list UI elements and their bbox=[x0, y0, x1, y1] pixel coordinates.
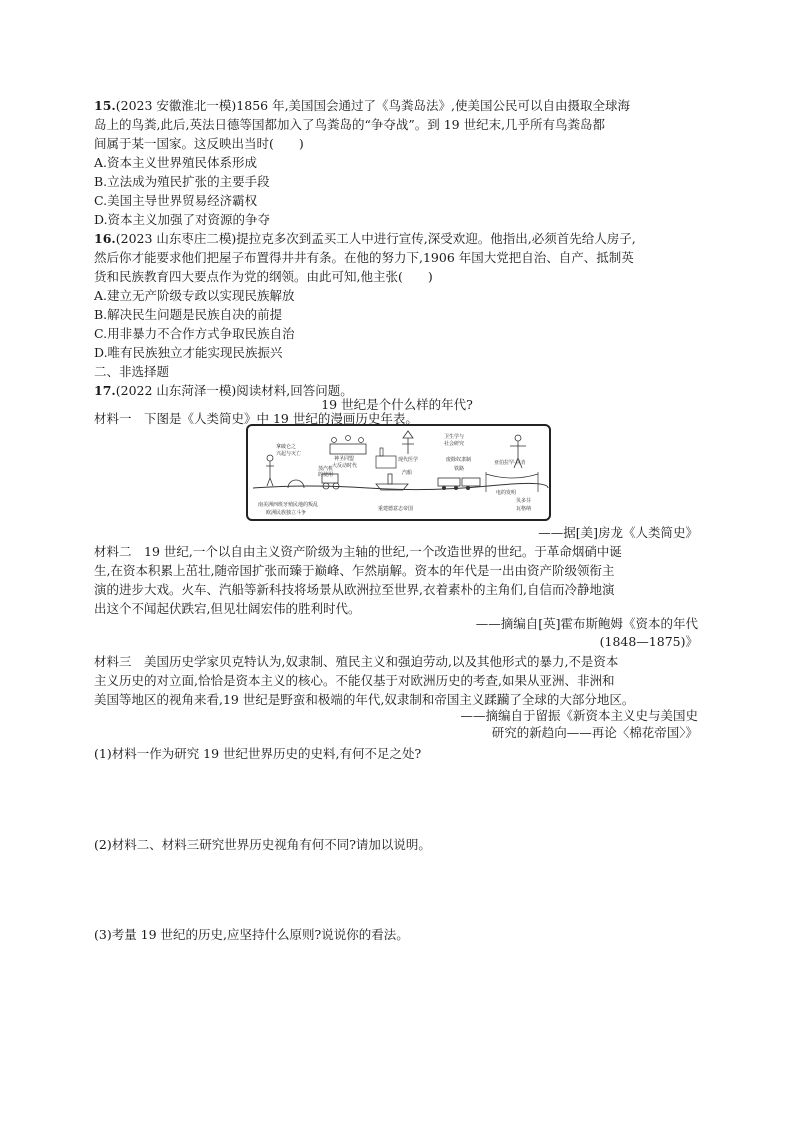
material-3-line2: 主义历史的对立面,恰恰是资本主义的核心。不能仅基于对欧洲历史的考查,如果从亚洲、非洲和 bbox=[94, 673, 615, 688]
cartoon-timeline bbox=[246, 424, 551, 521]
material-1-source: ——据[美]房龙《人类简史》 bbox=[538, 525, 698, 540]
q15-line2: 岛上的鸟粪,此后,英法日德等国都加入了鸟粪岛的“争夺战”。到 19 世纪末,几乎所有鸟粪岛都 bbox=[94, 117, 606, 132]
timeline-label-hygiene-2: 社会研究 bbox=[444, 441, 465, 447]
timeline-label-hygiene: 卫生学与 bbox=[444, 434, 465, 440]
q17-intro: 17.(2022 山东菏泽一模)阅读材料,回答问题。 bbox=[94, 383, 353, 398]
q17-number: 17. bbox=[94, 383, 116, 398]
q16-line1: 16.(2023 山东枣庄二模)提拉克多次到孟买工人中进行宣传,深受欢迎。他指出,必须首先给人房子, bbox=[94, 231, 636, 246]
material-1: 材料一 下图是《人类简史》中 19 世纪的漫画历史年表。 bbox=[94, 411, 418, 426]
q15-number: 15. bbox=[94, 98, 116, 113]
timeline-label-napoleon: 拿破仑之 bbox=[276, 444, 297, 450]
sub-question-3: (3)考量 19 世纪的历史,应坚持什么原则?说说你的看法。 bbox=[94, 927, 409, 942]
material-2-source-1: ——摘编自[英]霍布斯鲍姆《资本的年代 bbox=[475, 616, 698, 631]
timeline-label-wagner: 瓦格纳 bbox=[516, 506, 532, 512]
timeline-label-latin-america-2: 欧洲民族独立斗争 bbox=[266, 510, 307, 516]
timeline-label-germany: 重建德意志帝国 bbox=[378, 506, 414, 512]
q15-option-c: C.美国主导世界贸易经济霸权 bbox=[94, 193, 258, 208]
q17-title: 19 世纪是个什么样的年代? bbox=[321, 397, 473, 412]
material-3-source-2: 研究的新趋向——再论〈棉花帝国〉》 bbox=[491, 725, 698, 740]
q16-number: 16. bbox=[94, 231, 116, 246]
timeline-label-holy-alliance: 神圣同盟 bbox=[334, 456, 355, 462]
sub-question-2: (2)材料二、材料三研究世界历史视角有何不同?请加以说明。 bbox=[94, 837, 431, 852]
q16-option-b: B.解决民生问题是民族自决的前提 bbox=[94, 307, 283, 322]
section-heading: 二、非选择题 bbox=[94, 364, 170, 379]
q15-option-a: A.资本主义世界殖民体系形成 bbox=[94, 155, 258, 170]
timeline-label-holy-alliance-2: 大反动时代 bbox=[332, 463, 358, 469]
timeline-label-ship: 汽船 bbox=[402, 470, 413, 476]
timeline-label-beethoven: 贝多芬 bbox=[516, 498, 532, 504]
material-2-line1: 材料二 19 世纪,一个以自由主义资产阶级为主轴的世纪,一个改造世界的世纪。于革命烟硝中诞 bbox=[94, 544, 622, 559]
timeline-label-rail: 铁路 bbox=[454, 466, 465, 472]
q16-option-d: D.唯有民族独立才能实现民族振兴 bbox=[94, 345, 283, 360]
q15-option-b: B.立法成为殖民扩张的主要手段 bbox=[94, 174, 270, 189]
sub-question-1: (1)材料一作为研究 19 世纪世界历史的史料,有何不足之处? bbox=[94, 746, 422, 761]
timeline-label-steam: 蒸汽机 bbox=[318, 466, 334, 472]
timeline-label-napoleon-2: 兴起与灭亡 bbox=[276, 451, 302, 457]
material-3-line1: 材料三 美国历史学家贝克特认为,奴隶制、殖民主义和强迫劳动,以及其他形式的暴力,不是资本 bbox=[94, 654, 619, 669]
material-3-line3: 美国等地区的视角来看,19 世纪是野蛮和极端的年代,奴隶制和帝国主义蹂躏了全球的大部分地区。 bbox=[94, 692, 635, 707]
timeline-label-medicine: 现代医学 bbox=[398, 457, 419, 463]
material-2-line2: 生,在资本积累上茁壮,随帝国扩张而臻于巅峰、乍然崩解。资本的年代是一出由资产阶级领衔主 bbox=[94, 563, 615, 578]
material-2-line4: 出这个不闻起伏跌宕,但见壮阔宏伟的胜利时代。 bbox=[94, 601, 361, 616]
q16-line3: 货和民族教育四大要点作为党的纲领。由此可知,他主张( ) bbox=[94, 269, 433, 284]
timeline-label-lincoln: 亚伯拉罕·林肯 bbox=[494, 460, 526, 466]
material-2-line3: 演的进步大戏。火车、汽船等新科技将场景从欧洲拉至世界,衣着素朴的主角们,自信而冷静地演 bbox=[94, 582, 615, 597]
timeline-label-electric: 电的发明 bbox=[496, 490, 517, 496]
timeline-label-steam-2: 的使用 bbox=[318, 472, 334, 478]
q16-option-a: A.建立无产阶级专政以实现民族解放 bbox=[94, 288, 295, 303]
q15-option-d: D.资本主义加强了对资源的争夺 bbox=[94, 212, 271, 227]
material-3-source-1: ——摘编自于留振《新资本主义史与美国史 bbox=[460, 708, 698, 723]
q16-line2: 然后你才能要求他们把屋子布置得井井有条。在他的努力下,1906 年国大党把自治、自产、抵制英 bbox=[94, 250, 634, 265]
q15-line1: 15.(2023 安徽淮北一模)1856 年,美国国会通过了《鸟粪岛法》,使美国公民可以自由摄取全球海 bbox=[94, 98, 631, 113]
q16-option-c: C.用非暴力不合作方式争取民族自治 bbox=[94, 326, 295, 341]
q15-line3: 间属于某一国家。这反映出当时( ) bbox=[94, 136, 304, 151]
material-2-source-2: (1848—1875)》 bbox=[599, 634, 698, 649]
timeline-label-slavery: 废除奴隶制 bbox=[446, 457, 472, 463]
timeline-label-latin-america: 南美洲西班牙殖民地的叛乱 bbox=[258, 502, 319, 508]
